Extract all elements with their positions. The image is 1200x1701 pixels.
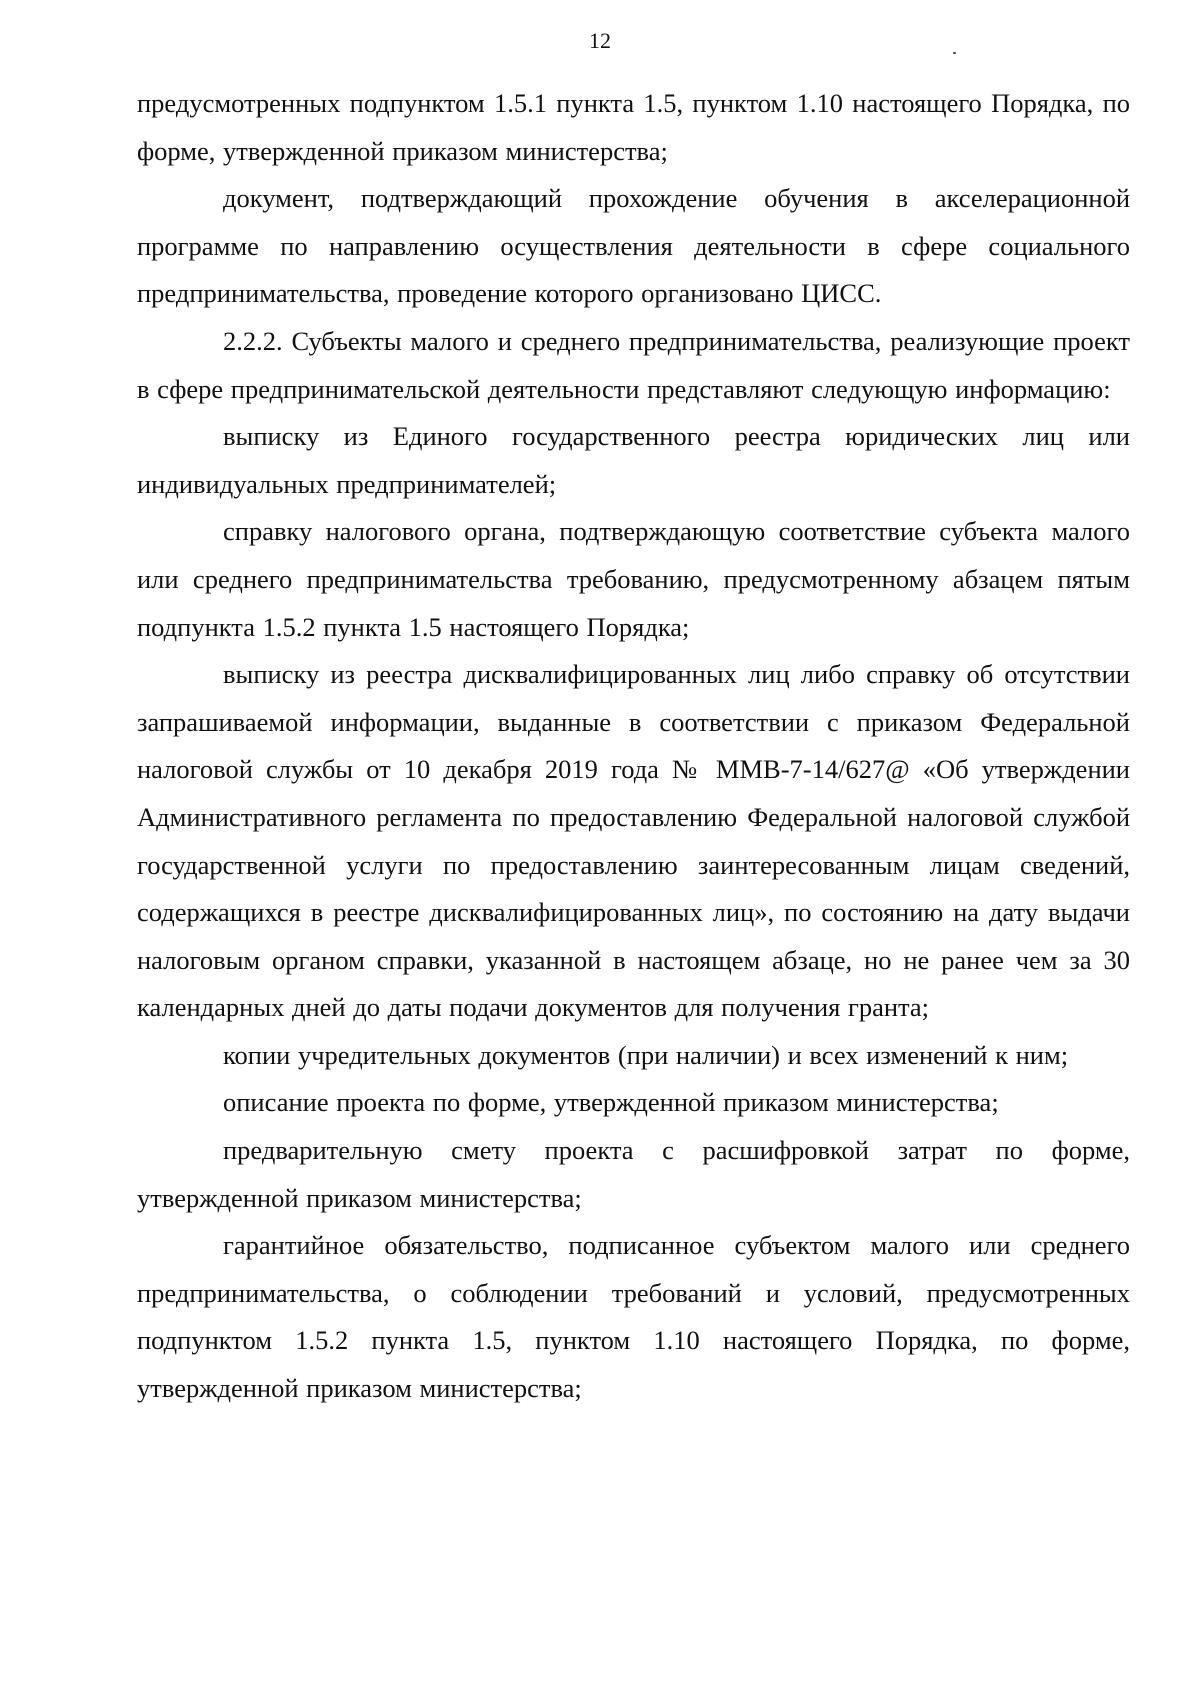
paragraph-section-2-2-2: 2.2.2. Субъекты малого и среднего предпринимательства, реализующие проект в сфере предпринимательской деятельности представляют следующую информацию: [137,325,1130,404]
paragraph-guarantee-obligation: гарантийное обязательство, подписанное субъектом малого или среднего предпринимательства, о соблюдении требований и условий, предусмотренных подпунктом 1.5.2 пункта 1.5, пунктом 1.10 настоящего Порядка, по форме, утвержденной приказом министерства; [137,1230,1130,1404]
paragraph-project-description: описание проекта по форме, утвержденной приказом министерства; [223,1087,999,1118]
paragraph-tax-certificate: справку налогового органа, подтверждающую соответствие субъекта малого или среднего предпринимательства требованию, предусмотренному абзацем пятым подпункта 1.5.2 пункта 1.5 настоящего Порядка; [137,516,1130,642]
scan-speck [953,52,956,54]
paragraph-disqualified-registry: выписку из реестра дисквалифицированных лиц либо справку об отсутствии запрашиваемой информации, выданные в соответствии с приказом Федеральной налоговой службы от 10 декабря 2019 года № ММВ-7-14/627@ «Об утверждении Административного регламента по предоставлению Федеральной налоговой службой государственной услуги по предоставлению заинтересованным лицам сведений, содержащихся в реестре дисквалифицированных лиц», по состоянию на дату выдачи налоговым органом справки, указанной в настоящем абзаце, но не ранее чем за 30 календарных дней до даты подачи документов для получения гранта; [137,659,1130,1023]
paragraph-founding-documents: копии учредительных документов (при наличии) и всех изменений к ним; [223,1039,1069,1070]
paragraph-project-estimate: предварительную смету проекта с расшифровкой затрат по форме, утвержденной приказом министерства; [137,1135,1130,1213]
paragraph-egrul-extract: выписку из Единого государственного реестра юридических лиц или индивидуальных предпринимателей; [137,421,1130,499]
paragraph-acceleration-program: документ, подтверждающий прохождение обучения в акселерационной программе по направлению осуществления деятельности в сфере социального предпринимательства, проведение которого организовано ЦИСС. [137,183,1130,309]
paragraph-continuation: предусмотренных подпунктом 1.5.1 пункта 1.5, пунктом 1.10 настоящего Порядка, по форме, утвержденной приказом министерства; [137,88,1130,166]
document-body [137,80,1130,1413]
page-number: 12 [589,28,611,53]
